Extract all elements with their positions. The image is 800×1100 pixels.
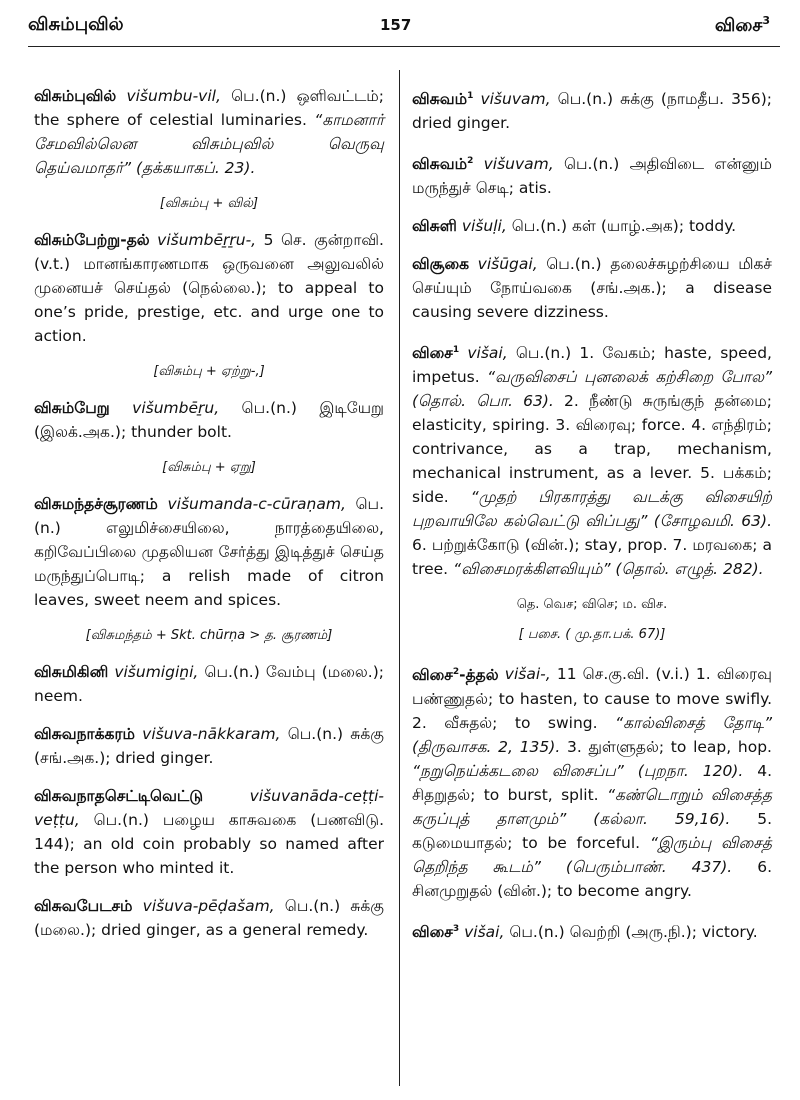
entry-visumbuvil (34, 84, 384, 180)
definition: பெ.(n.) வேம்பு (மலை.); neem. (34, 663, 384, 705)
headword: விசும்பேறு (34, 399, 110, 417)
entry-visuli (412, 214, 772, 238)
definition: பெ.(n.) சுக்கு (சங்.அக.); dried ginger. (34, 725, 384, 767)
headword: விசை$^1$ (412, 344, 460, 363)
entry-visumanda-curanam (34, 492, 384, 612)
transliteration: višumigiṉi, (114, 663, 199, 681)
definition: பெ.(n.) சுக்கு (நாமதீப. 356); dried ginger. (412, 90, 772, 133)
citation: “கால்விசைத் தோடி” (திருவாசக. 2, 135). (412, 713, 772, 756)
etymology: [விசும்பு + வில்] (159, 196, 259, 211)
transliteration: višuḷi, (461, 217, 507, 236)
entry-visumberu (34, 396, 384, 444)
header-first-word: விசும்புவில் (28, 14, 124, 35)
definition: பெ.(n.) ஒளிவட்டம்; the sphere of celestial luminaries. (34, 87, 384, 129)
transliteration: višuva-pēḍašam, (142, 897, 275, 915)
definition: பெ.(n.) தலைச்சுழற்சியை மிகச் செய்யும் நோய்வகை (சங்.அக.); a disease causing severe dizziness. (412, 255, 772, 322)
citation: “விசைமரக்கிளவியும்” (தொல். எழுத். 282). (453, 560, 764, 579)
headword: விசும்புவில் (34, 87, 117, 105)
header-last-word: விசை$^3$ (714, 14, 770, 36)
transliteration: višai, (467, 344, 508, 363)
headword: விசுவம்$^1$ (412, 90, 474, 109)
definition: 5 செ. குன்றாவி.(v.t.) மானங்காரணமாக ஒருவனை அலுவலில் முனையச் செய்தல் (நெல்லை.); to appeal to one’s pride, prestige, etc. and urge one to action. (34, 231, 384, 345)
definition: பெ.(n.) சுக்கு (மலை.); dried ginger, as a general remedy. (34, 897, 384, 939)
entry-visumigini (34, 660, 384, 708)
definition: பெ.(n.) 1. வேகம்; haste, speed, impetus. (412, 344, 772, 387)
definition: 6. பற்றுக்கோடு (வின்.); stay, prop. 7. மரவகை; a tree. (412, 536, 772, 579)
page-header (0, 0, 800, 70)
definition: 2. நீண்டு சுருங்குந் தன்மை; elasticity, spiring. 3. விரைவு; force. 4. எந்திரம்; contrivance, as a trap, mechanism, mechanical instrument, as a lever. 5. பக்கம்; side. (412, 392, 772, 507)
transliteration: višuvam, (483, 155, 554, 174)
transliteration: višumbu-vil, (126, 87, 221, 105)
headword: விசுமிகினி (34, 663, 109, 681)
citation: “காமனார் சேமவில்லென விசும்புவில் வெருவு தெய்வமாதர்” (தக்கயாகப். 23). (34, 111, 384, 177)
citation: “முதற் பிரகாரத்து வடக்கு விசையிற் புறவாயிலே கல்வெட்டு விப்பது” (சோழவமி. 63). (412, 488, 772, 531)
definition: 4. சிதறுதல்; to burst, split. (412, 761, 772, 804)
headword: விசுவநாக்கரம் (34, 725, 135, 743)
definition: 5. கடுமையாதல்; to be forceful. (412, 809, 772, 852)
headword: விசுமந்தச்சூரணம் (34, 495, 158, 513)
headword: விசுவபேடசம் (34, 897, 133, 915)
definition: பெ.(n.) பழைய காசுவகை (பணவிடு. 144); an old coin probably so named after the person who minted it. (34, 811, 384, 877)
entry-visai-3 (412, 917, 772, 944)
definition: பெ.(n.) அதிவிடை என்னும் மருந்துச் செடி; atis. (412, 155, 772, 198)
citation: “நறுநெய்க்கடலை விசைப்ப” (புறநா. 120). (412, 761, 744, 780)
definition: பெ.(n.) எலுமிச்சையிலை, நாரத்தையிலை, கறிவேப்பிலை முதலியன சேர்த்து இடித்துச் செய்த மருந்துப்பொடி; a relish made of citron leaves, sweet neem and spices. (34, 495, 384, 609)
header-rule (28, 46, 780, 47)
transliteration: višumbēṟṟu-, (157, 231, 257, 249)
headword: விசை$^2$-த்தல் (412, 665, 499, 684)
citation: “இரும்பு விசைத் தெறிந்த கூடம்” (பெரும்பாண். 437). (412, 833, 772, 876)
left-column (34, 84, 384, 956)
headword: விசை$^3$ (412, 922, 460, 941)
column-divider (399, 70, 400, 1086)
entry-visugai (412, 252, 772, 324)
headword: விசும்பேற்று-தல் (34, 231, 150, 249)
headword: விசுளி (412, 217, 457, 236)
transliteration: višuvam, (480, 90, 551, 109)
entry-visuva-nakkaram (34, 722, 384, 770)
etymology: [விசும்பு + ஏறு] (162, 460, 256, 475)
entry-visuvam-1 (412, 84, 772, 135)
cognates: தெ. வெச; விசெ; ம. விச. (516, 597, 668, 613)
definition: 6. சினமுறுதல் (வின்.); to become angry. (412, 857, 772, 900)
etymology: [விசுமந்தம் + Skt. chūrṇa > த. சூரணம்] (85, 628, 333, 643)
headword: விசூகை (412, 255, 470, 274)
citation: “வருவிசைப் புனலைக் கற்சிறை போல” (தொல். பொ. 63). (412, 368, 772, 411)
transliteration: višumanda-c-cūraṇam, (167, 495, 346, 513)
entry-visai-1 (412, 338, 772, 581)
entry-visai-2 (412, 659, 772, 902)
etymology: [விசும்பு + ஏற்று-,] (153, 364, 265, 379)
entry-visuvanada-cetti-vettu (34, 784, 384, 880)
transliteration: višai, (464, 922, 505, 941)
definition: 3. துள்ளுதல்; to leap, hop. (566, 737, 772, 756)
definition: 11 செ.கு.வி. (v.i.) 1. விரைவு பண்ணுதல்; to hasten, to cause to move swifly. 2. வீசுதல்; to swing. (412, 665, 772, 732)
entry-visuva-pedasam (34, 894, 384, 942)
right-column (412, 84, 772, 958)
entry-visuvam-2 (412, 149, 772, 200)
entry-visumberru (34, 228, 384, 348)
etymology: [ பசை. ( மு.தா.பக். 67)] (518, 627, 666, 643)
headword: விசுவம்$^2$ (412, 155, 474, 174)
transliteration: višai-, (504, 665, 551, 684)
page-number: 157 (380, 16, 412, 34)
transliteration: višuvanāda-ceṭṭi-veṭṭu, (34, 787, 384, 829)
transliteration: višuva-nākkaram, (142, 725, 281, 743)
definition: பெ.(n.) கள் (யாழ்.அக); toddy. (511, 217, 737, 236)
citation: “கண்டொறும் விசைத்த கருப்புத் தாளமும்” (கல்லா. 59,16). (412, 785, 772, 828)
headword: விசுவநாதசெட்டிவெட்டு (34, 787, 204, 805)
definition: பெ.(n.) இடியேறு (இலக்.அக.); thunder bolt. (34, 399, 384, 441)
definition: பெ.(n.) வெற்றி (அரு.நி.); victory. (509, 922, 758, 941)
transliteration: višūgai, (477, 255, 538, 274)
transliteration: višumbēṟu, (132, 399, 220, 417)
